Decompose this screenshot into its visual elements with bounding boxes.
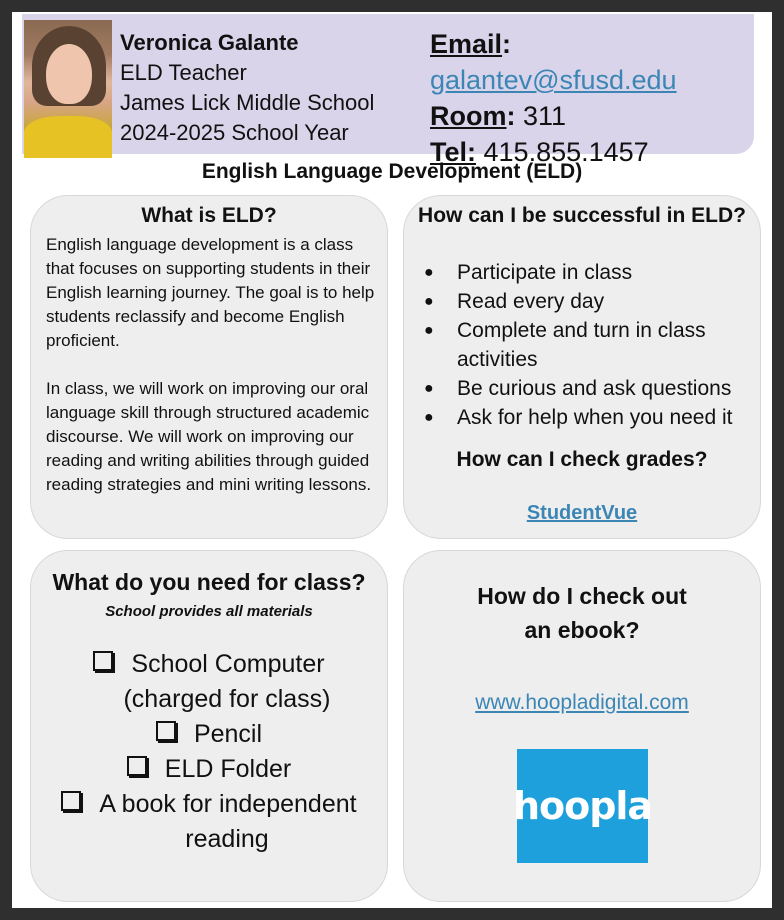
success-list (424, 258, 754, 432)
ebook-card (403, 550, 761, 902)
room-number: 311 (523, 101, 567, 131)
tel-number: 415.855.1457 (483, 137, 649, 167)
hoopla-link[interactable]: www.hoopladigital.com (475, 691, 689, 714)
studentvue-link[interactable]: StudentVue (526, 502, 638, 524)
teacher-info (120, 28, 420, 148)
list-item: ● Ask for help when you need it (424, 403, 754, 432)
list-item: ● Be curious and ask questions (424, 374, 754, 403)
what-is-eld-card (30, 195, 388, 539)
list-item: Pencil (31, 717, 387, 752)
hoopla-logo[interactable] (512, 749, 653, 863)
list-item: A book for independent (31, 787, 387, 822)
hoopla-logo-text: hoopla (512, 784, 653, 828)
list-item: ● Read every day (424, 287, 754, 316)
list-item: ● Participate in class (424, 258, 754, 287)
list-item-continuation: reading (185, 825, 269, 853)
teacher-role: ELD Teacher (120, 60, 247, 85)
supplies-heading: What do you need for class? (52, 569, 366, 595)
email-line: Email: galantev@sfusd.edu (430, 29, 677, 95)
supplies-card (30, 550, 388, 902)
list-item: School Computer (31, 647, 387, 682)
success-card (403, 195, 761, 539)
room-line: Room: 311 (430, 101, 567, 131)
success-heading: How can I be successful in ELD? (418, 204, 746, 227)
room-label: Room (430, 101, 507, 131)
what-is-eld-paragraph-1: English language development is a class that focuses on supporting students in their English learning journey. The goal is to help students reclassify and become English proficient. (46, 235, 375, 350)
contact-info (430, 26, 760, 170)
list-item-continuation: (charged for class) (123, 685, 331, 713)
email-link[interactable]: galantev@sfusd.edu (430, 65, 677, 95)
teacher-name: Veronica Galante (120, 30, 299, 55)
what-is-eld-heading: What is ELD? (141, 204, 277, 227)
list-item: ELD Folder (31, 752, 387, 787)
what-is-eld-paragraph-2: In class, we will work on improving our oral language skill through structured academic discourse. We will work on improving our reading and writing abilities through guided reading strategies and mini writing lessons. (46, 379, 372, 494)
email-label: Email (430, 29, 503, 59)
list-item: ● Complete and turn in class activities (424, 316, 754, 374)
ebook-heading: How do I check out an ebook? (477, 583, 687, 643)
flyer-page (12, 12, 772, 908)
grades-heading: How can I check grades? (456, 448, 708, 471)
supplies-list (31, 647, 387, 857)
checkbox-icon (93, 651, 113, 671)
checkbox-icon (127, 756, 147, 776)
page-title: English Language Development (ELD) (201, 160, 583, 183)
tel-label: Tel: (430, 137, 476, 167)
checkbox-icon (61, 791, 81, 811)
checkbox-icon (156, 721, 176, 741)
school-name: James Lick Middle School (120, 90, 375, 115)
supplies-subheading: School provides all materials (105, 603, 313, 620)
school-year: 2024-2025 School Year (120, 120, 349, 145)
teacher-photo (24, 20, 112, 158)
